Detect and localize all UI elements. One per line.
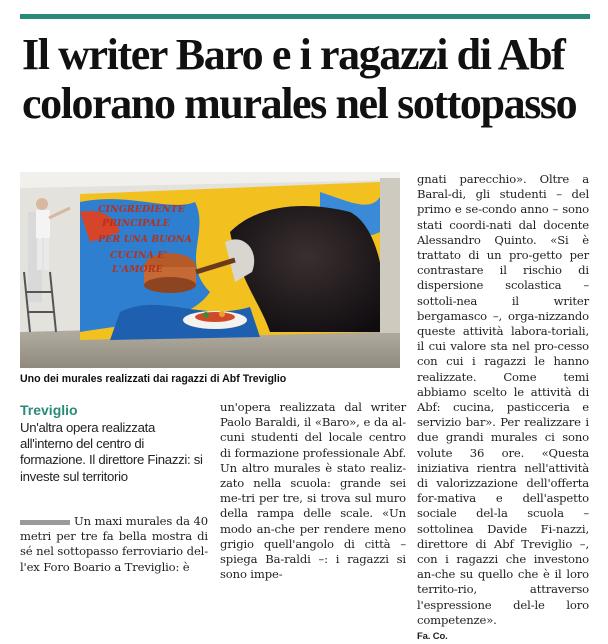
mural-photo [20,172,400,368]
top-rule [20,14,590,19]
mural-text-line-5: L'AMORE [112,264,163,275]
body-column-3-text: gnati parecchio». Oltre a Baral-di, gli studenti – del primo e se-condo anno – sono stati coordi-nati dal docente Alessandro Quinto. «Si è trattato di un pro-getto per contrastare il rischio di dispersione scolastica – sottoli-nea il writer bergamasco –, orga-nizzando queste attività labora-toriali, il cui valore sta nel pro-cesso con cui i ragazzi le hanno realizzate. Come temi abbiamo scelto le attività di Abf: cucina, pasticceria e servizio bar». Per realizzare i due grandi murales ci sono volute 36 ore. «Questa iniziativa rientra nell'attività di valorizzazione dell'offerta for-mativa e dell'aspetto sociale del-la scuola – sottolinea Davide Fi-nazzi, direttore di Abf Treviglio –, con i ragazzi che investono an-che su quello che è il loro territo-rio, attraverso l'espressione del-le loro competenze». [417,172,589,627]
headline-line-1: Il writer Baro e i ragazzi di Abf [22,30,565,79]
summary-kicker: Treviglio [20,402,78,418]
headline-line-2: colorano murales nel sottopasso [22,79,577,128]
section-marker [20,520,70,525]
body-column-3 [417,172,589,644]
body-column-1-text: Un maxi murales da 40 metri per tre fa bella mostra di sé nel sottopasso ferroviario del-l'ex Foro Boario a Treviglio: è [20,514,208,574]
photo-caption: Uno dei murales realizzati dai ragazzi di Abf Treviglio [20,373,287,385]
headline [22,30,588,128]
body-column-1 [20,514,208,575]
mural-text-line-4: CUCINA E' [110,250,168,261]
summary-text: Un'altra opera realizzata all'interno del centro di formazione. Il direttore Finazzi: si investe sul territorio [20,420,203,484]
summary-box [20,402,208,485]
author-signature: Fa. Co. [417,631,448,643]
mural-text-line-1: CINGREDIENTE [98,204,185,215]
mural-text-line-2: PRINCIPALE [102,218,170,229]
mural-text-line-3: PER UNA BUONA [98,234,192,245]
body-column-2: un'opera realizzata dal writer Paolo Baraldi, il «Baro», e da al-cuni studenti del locale centro di formazione professionale Abf. Un altro murales è stato realiz-zato nella scuola: grande sei me-tri per tre, si trova sul muro della rampa delle scale. «Un modo an-che per rendere meno grigio quell'angolo di città – spiega Ba-raldi –: i ragazzi si sono impe- [220,400,406,582]
